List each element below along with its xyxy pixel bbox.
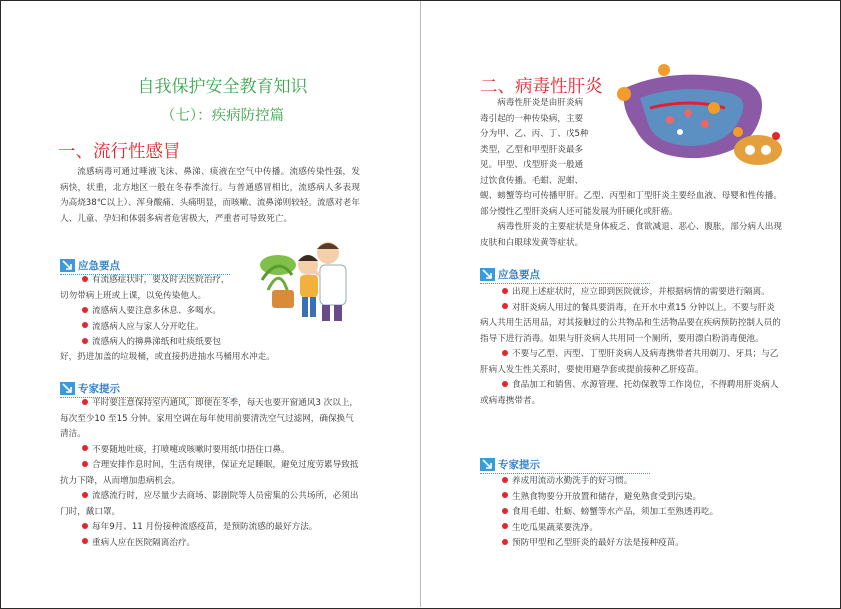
section-heading-hepatitis: 二、病毒性肝炎	[480, 77, 603, 97]
list-item: 出现上述症状时，应立即到医院就诊，并根据病情的需要进行隔离。	[480, 285, 782, 301]
intro-line: 过饮食传播。毛蚶、泥蚶、	[480, 175, 584, 186]
influenza-intro	[60, 165, 360, 227]
list-item: 有流感症状时，要及时去医院治疗，	[60, 273, 260, 289]
emergency-label: 应急要点	[78, 259, 120, 272]
list-item: 流感病人的擤鼻涕纸和吐痰纸要包	[60, 335, 260, 351]
bullet-icon	[82, 338, 88, 344]
bullet-icon	[502, 477, 508, 483]
bullet-icon	[82, 523, 88, 529]
influenza-emergency-list-cont	[60, 350, 360, 366]
bullet-icon	[502, 381, 508, 387]
emergency-label: 应急要点	[498, 268, 540, 281]
list-item: 生熟食物要分开放置和储存，避免熟食受到污染。	[480, 490, 782, 506]
page-divider	[420, 1, 421, 607]
bullet-icon	[502, 492, 508, 498]
bullet-icon	[502, 303, 508, 309]
influenza-emergency-header	[60, 257, 120, 273]
tips-label: 专家提示	[78, 382, 120, 395]
intro-line: 分为甲、乙、丙、丁、戊5种	[480, 129, 589, 139]
hepatitis-tips-list	[480, 474, 782, 552]
list-item: 生吃瓜果蔬菜要洗净。	[480, 521, 782, 537]
list-item: 养成用流动水勤洗手的好习惯。	[480, 474, 782, 490]
bullet-icon	[82, 538, 88, 544]
liver-virus-illustration	[610, 58, 785, 168]
section-heading-influenza: 一、流行性感冒	[58, 142, 181, 162]
list-item: 切勿带病上班或上课，以免传染他人。	[60, 290, 207, 301]
bullet-icon	[82, 322, 88, 328]
arrow-icon	[60, 259, 75, 272]
hepatitis-emergency-header	[480, 266, 540, 282]
intro-line: 见。甲型、戊型肝炎一般通	[480, 160, 584, 170]
influenza-intro-text: 流感病毒可通过唾液飞沫、鼻涕、痰液在空气中传播。流感传染性强，发病快，状重，北方地区一般在冬春季流行。与普通感冒相比，流感病人多表现为高烧38℃以上）、浑身酸痛、头痛明显，而咳嗽、流鼻涕则较轻。流感对老年人、儿童、孕妇和体弱多病者危害极大，严重者可导致死亡。	[60, 167, 360, 224]
list-item: 对肝炎病人用过的餐具要消毒，在开水中煮15 分钟以上。不要与肝炎病人共用生活用品，对其接触过的公共物品和生活物品要在疾病预防控制人员的指导下进行消毒。如果与肝炎病人共用同一个厕所，要用漂白粉消毒便池。	[480, 302, 781, 344]
list-item: 不要与乙型、丙型、丁型肝炎病人及病毒携带者共用剃刀、牙具；与乙肝病人发生性关系时，要使用避孕套或提前接种乙肝疫苗。	[480, 349, 779, 375]
list-item: 流感病人应与家人分开吃住。	[60, 320, 260, 336]
list-item: 预防甲型和乙型肝炎的最好方法是接种疫苗。	[480, 536, 782, 552]
influenza-emergency-list	[60, 273, 260, 351]
influenza-tips-header	[60, 380, 120, 396]
list-item: 合理安排作息时间，生活有规律，保证充足睡眠，避免过度劳累导致抵抗力下降，从而增加患病机会。	[60, 460, 359, 486]
hepatitis-emergency-list	[480, 285, 782, 409]
page-title: 自我保护安全教育知识	[137, 77, 308, 97]
intro-line: 类型，乙型和甲型肝炎最多	[480, 144, 584, 155]
intro-tail-text: 蚬、螃蟹等均可传播甲肝。乙型、丙型和丁型肝炎主要经血液、母婴和性传播。部分慢性乙型肝炎病人还可能发展为肝硬化或肝癌。	[480, 191, 782, 217]
arrow-icon	[480, 268, 495, 281]
bullet-icon	[502, 539, 508, 545]
influenza-tips-list	[60, 396, 360, 551]
list-item: 好，扔进加盖的垃圾桶，或直接扔进抽水马桶用水冲走。	[60, 352, 275, 362]
hepatitis-intro-lines	[480, 96, 603, 189]
list-item: 食用毛蚶、牡蛎、螃蟹等水产品，须加工至熟透再吃。	[480, 505, 782, 521]
list-item: 不要随地吐痰，打喷嚏或咳嗽时要用纸巾捂住口鼻。	[60, 443, 360, 459]
bullet-icon	[502, 350, 508, 356]
bullet-icon	[82, 492, 88, 498]
intro-line: 毒引起的一种传染病，主要	[480, 113, 584, 124]
list-item: 每年9月、11 月份接种流感疫苗，是预防流感的最好方法。	[60, 520, 360, 536]
intro-line: 病毒性肝炎是由肝炎病	[497, 98, 584, 108]
bullet-icon	[82, 461, 88, 467]
page-subtitle: （七）：疾病防控篇	[160, 108, 285, 124]
bullet-icon	[82, 307, 88, 313]
hepatitis-tips-header	[480, 456, 540, 472]
list-item: 食品加工和销售、水源管理、托幼保教等工作岗位，不得聘用肝炎病人或病毒携带者。	[480, 380, 779, 406]
arrow-icon	[480, 458, 495, 471]
bullet-icon	[502, 508, 508, 514]
doctor-child-illustration	[258, 235, 360, 323]
list-item: 流感病人要注意多休息、多喝水。	[60, 304, 260, 320]
arrow-icon	[60, 382, 75, 395]
bullet-icon	[502, 523, 508, 529]
bullet-icon	[82, 276, 88, 282]
list-item: 重病人应在医院隔离治疗。	[60, 536, 360, 552]
intro-symptoms-text: 病毒性肝炎的主要症状是身体疲乏、食欲减退、恶心、腹胀，部分病人出现皮肤和白眼球发黄等症状。	[480, 222, 782, 248]
hepatitis-intro-tail	[480, 189, 782, 251]
list-item: 流感流行时，应尽量少去商场、影剧院等人员密集的公共场所，必须出门时，戴口罩。	[60, 491, 359, 517]
bullet-icon	[82, 445, 88, 451]
tips-label: 专家提示	[498, 458, 540, 471]
bullet-icon	[82, 399, 88, 405]
list-item: 平时要注意保持室内通风，即使在冬季，每天也要开窗通风3 次以上，每次至少10 至15 分钟。家用空调在每年使用前要清洗空气过滤网，确保换气清洁。	[60, 398, 359, 439]
bullet-icon	[502, 288, 508, 294]
